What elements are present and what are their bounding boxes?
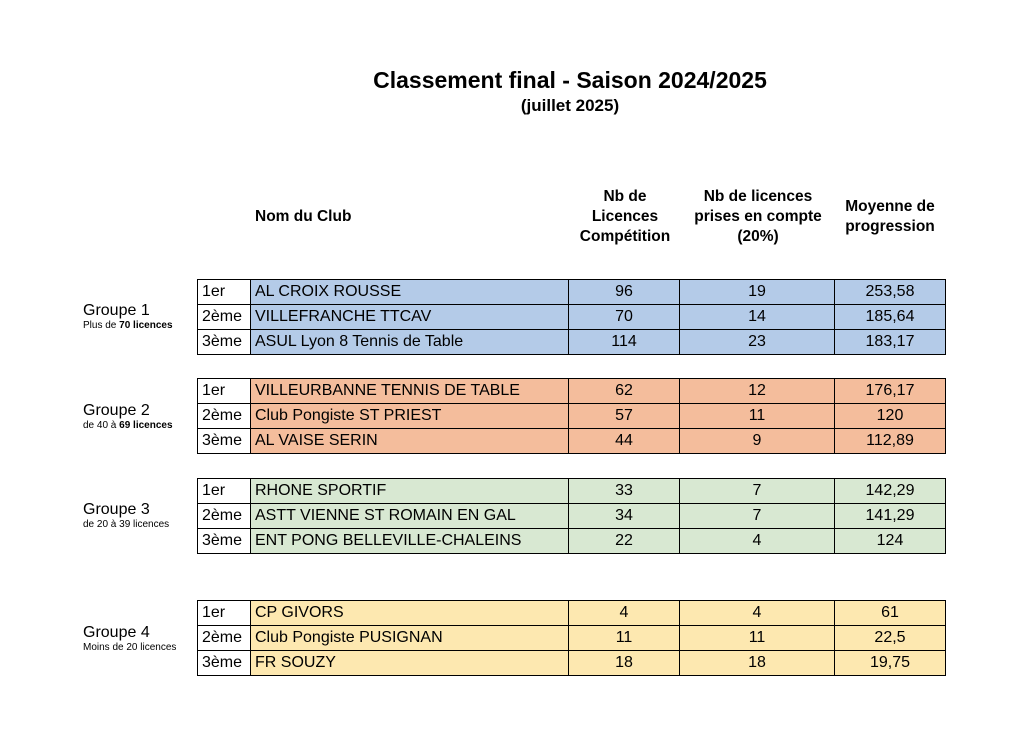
club-cell: Club Pongiste PUSIGNAN: [251, 626, 569, 651]
header-licences-prises: [681, 187, 835, 247]
licences-prises-cell: 4: [680, 529, 835, 554]
nb-licences-cell: 96: [569, 280, 680, 305]
licences-prises-cell: 19: [680, 280, 835, 305]
group-2-table: [197, 378, 946, 454]
moyenne-cell: 120: [835, 404, 946, 429]
nb-licences-cell: 4: [569, 601, 680, 626]
licences-prises-cell: 4: [680, 601, 835, 626]
group-desc-text: de 20 à 39 licences: [83, 519, 170, 530]
table-row: [198, 305, 946, 330]
header-licences-prises-line: (20%): [737, 228, 779, 245]
table-row: [198, 404, 946, 429]
moyenne-cell: 61: [835, 601, 946, 626]
group-3-label: [83, 501, 169, 531]
group-4-label: [83, 624, 176, 654]
nb-licences-cell: 114: [569, 330, 680, 355]
moyenne-cell: 176,17: [835, 379, 946, 404]
licences-prises-cell: 7: [680, 479, 835, 504]
moyenne-cell: 112,89: [835, 429, 946, 454]
page-title: Classement final - Saison 2024/2025: [373, 67, 767, 93]
club-cell: VILLEFRANCHE TTCAV: [251, 305, 569, 330]
table-row: [198, 379, 946, 404]
group-name: Groupe 2: [83, 402, 150, 419]
licences-prises-cell: 11: [680, 626, 835, 651]
nb-licences-cell: 22: [569, 529, 680, 554]
group-description: [83, 420, 173, 432]
header-licences-prises-line: Nb de licences: [703, 188, 813, 205]
group-desc-text: Plus de: [83, 320, 120, 331]
nb-licences-cell: 44: [569, 429, 680, 454]
club-cell: ASUL Lyon 8 Tennis de Table: [251, 330, 569, 355]
table-row: [198, 504, 946, 529]
rank-cell: 1er: [198, 379, 251, 404]
group-4-table: [197, 600, 946, 676]
page-subtitle: (juillet 2025): [520, 96, 620, 115]
moyenne-cell: 253,58: [835, 280, 946, 305]
licences-prises-cell: 9: [680, 429, 835, 454]
nb-licences-cell: 18: [569, 651, 680, 676]
licences-prises-cell: 18: [680, 651, 835, 676]
licences-prises-cell: 23: [680, 330, 835, 355]
group-desc-bold: 70 licences: [119, 320, 173, 331]
club-cell: ASTT VIENNE ST ROMAIN EN GAL: [251, 504, 569, 529]
group-name: Groupe 3: [83, 501, 150, 518]
table-row: [198, 626, 946, 651]
header-nb-licences-line: Licences: [591, 208, 659, 225]
group-1-table: [197, 279, 946, 355]
licences-prises-cell: 14: [680, 305, 835, 330]
licences-prises-cell: 7: [680, 504, 835, 529]
table-row: [198, 651, 946, 676]
table-row: [198, 429, 946, 454]
rank-cell: 1er: [198, 601, 251, 626]
moyenne-cell: 142,29: [835, 479, 946, 504]
group-3-table: [197, 478, 946, 554]
moyenne-cell: 22,5: [835, 626, 946, 651]
group-description: [83, 642, 176, 654]
club-cell: FR SOUZY: [251, 651, 569, 676]
header-nb-licences-line: Nb de: [603, 188, 647, 205]
rank-cell: 2ème: [198, 504, 251, 529]
rank-cell: 2ème: [198, 626, 251, 651]
header-club-name: Nom du Club: [255, 208, 352, 225]
group-name: Groupe 1: [83, 302, 150, 319]
club-cell: CP GIVORS: [251, 601, 569, 626]
header-licences-prises-line: prises en compte: [694, 208, 822, 225]
moyenne-cell: 141,29: [835, 504, 946, 529]
nb-licences-cell: 70: [569, 305, 680, 330]
moyenne-cell: 19,75: [835, 651, 946, 676]
group-name: Groupe 4: [83, 624, 150, 641]
table-row: [198, 601, 946, 626]
header-nb-licences-line: Compétition: [579, 228, 671, 245]
nb-licences-cell: 62: [569, 379, 680, 404]
rank-cell: 1er: [198, 280, 251, 305]
header-moyenne-progression: [835, 197, 945, 237]
header-moyenne-line: Moyenne de: [845, 198, 935, 215]
group-description: [83, 320, 173, 332]
header-moyenne-line: progression: [845, 218, 935, 235]
rank-cell: 2ème: [198, 404, 251, 429]
rank-cell: 2ème: [198, 305, 251, 330]
nb-licences-cell: 33: [569, 479, 680, 504]
club-cell: Club Pongiste ST PRIEST: [251, 404, 569, 429]
club-cell: VILLEURBANNE TENNIS DE TABLE: [251, 379, 569, 404]
group-description: [83, 519, 169, 531]
club-cell: RHONE SPORTIF: [251, 479, 569, 504]
moyenne-cell: 185,64: [835, 305, 946, 330]
group-desc-text: de 40 à: [83, 420, 120, 431]
nb-licences-cell: 57: [569, 404, 680, 429]
moyenne-cell: 183,17: [835, 330, 946, 355]
rank-cell: 3ème: [198, 330, 251, 355]
header-nb-licences: [570, 187, 680, 247]
club-cell: AL VAISE SERIN: [251, 429, 569, 454]
rank-cell: 3ème: [198, 429, 251, 454]
group-desc-bold: 69 licences: [119, 420, 173, 431]
group-2-label: [83, 402, 173, 432]
club-cell: AL CROIX ROUSSE: [251, 280, 569, 305]
moyenne-cell: 124: [835, 529, 946, 554]
group-desc-text: Moins de 20 licences: [83, 642, 177, 653]
table-row: [198, 479, 946, 504]
club-cell: ENT PONG BELLEVILLE-CHALEINS: [251, 529, 569, 554]
nb-licences-cell: 34: [569, 504, 680, 529]
table-row: [198, 330, 946, 355]
rank-cell: 3ème: [198, 651, 251, 676]
rank-cell: 3ème: [198, 529, 251, 554]
table-row: [198, 280, 946, 305]
nb-licences-cell: 11: [569, 626, 680, 651]
table-row: [198, 529, 946, 554]
rank-cell: 1er: [198, 479, 251, 504]
licences-prises-cell: 12: [680, 379, 835, 404]
group-1-label: [83, 302, 173, 332]
licences-prises-cell: 11: [680, 404, 835, 429]
